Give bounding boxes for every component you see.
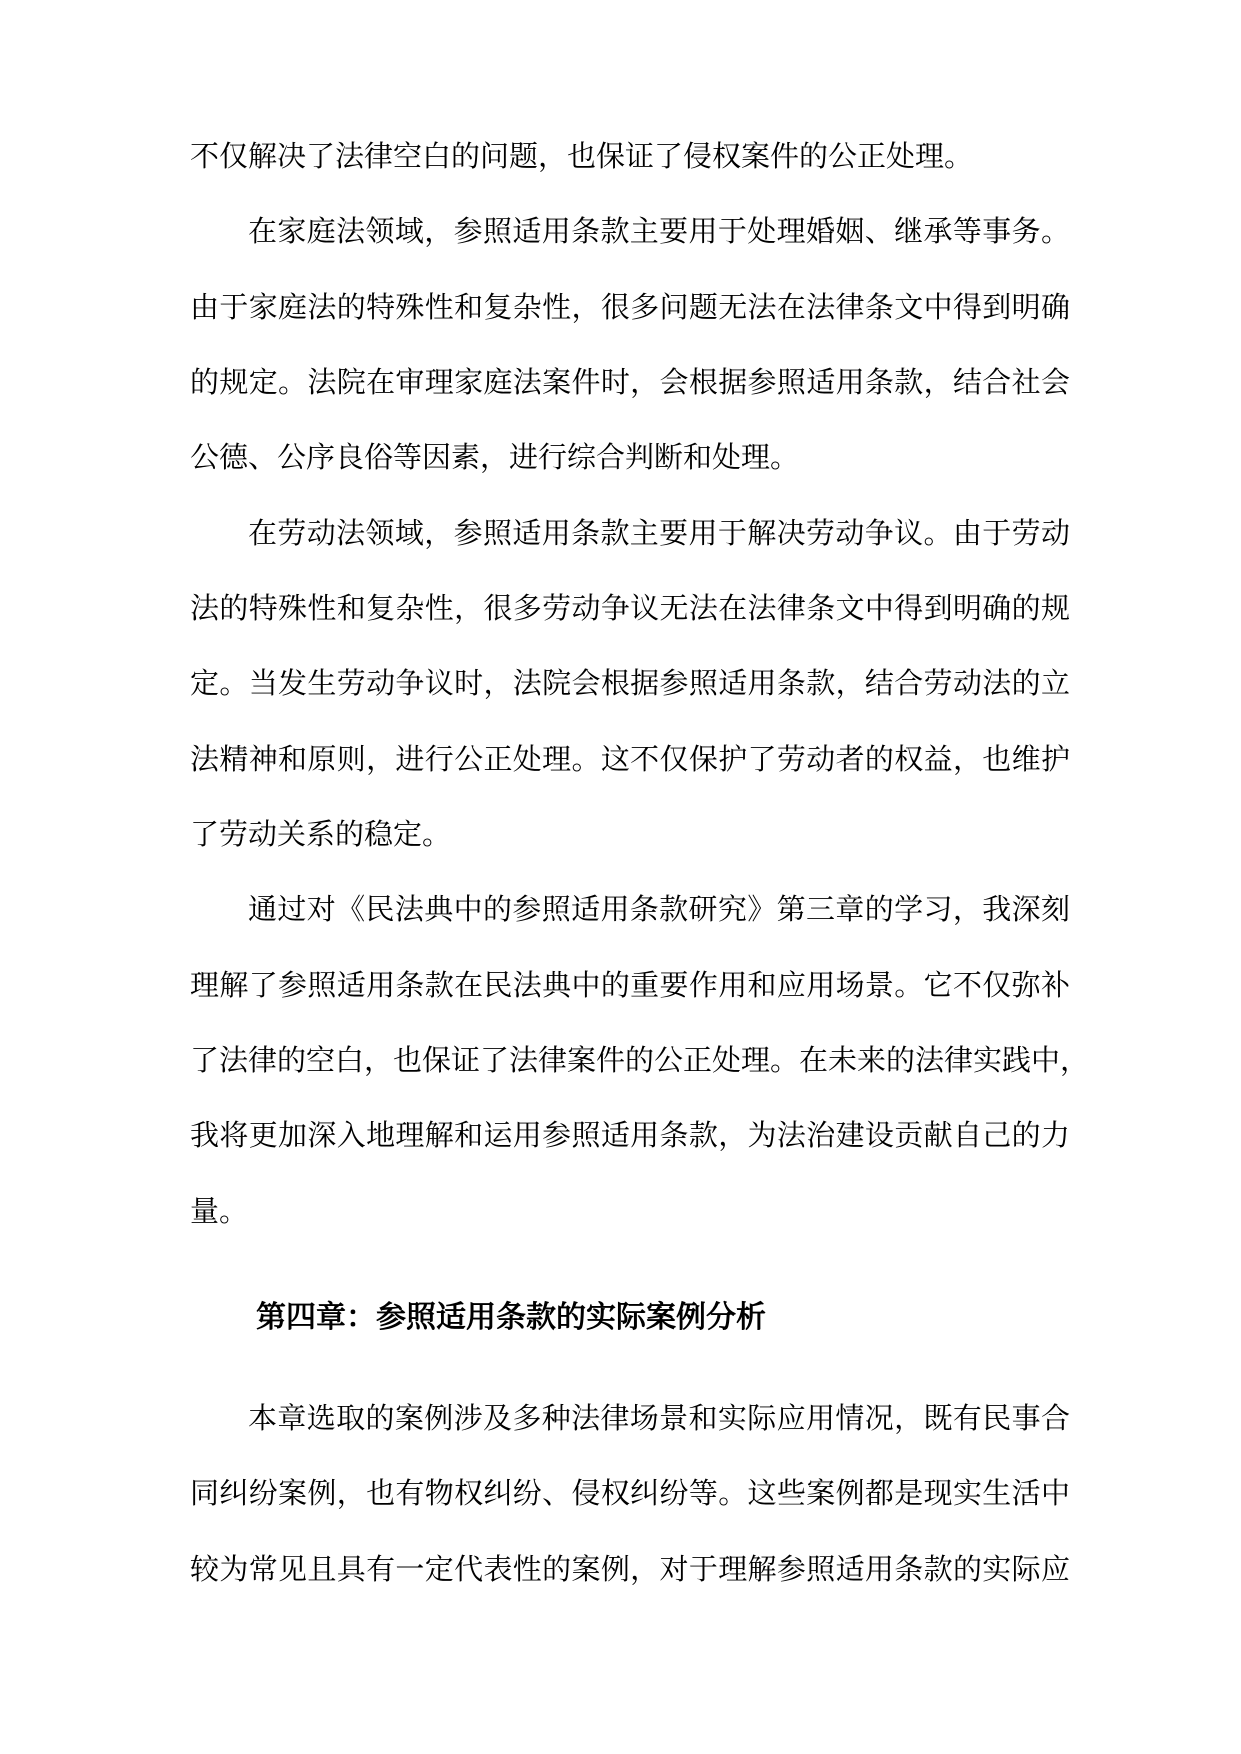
paragraph-line: 通过对《民法典中的参照适用条款研究》第三章的学习，我深刻 bbox=[248, 892, 1070, 926]
paragraph-line: 量。 bbox=[190, 1194, 249, 1228]
paragraph-line: 的规定。法院在审理家庭法案件时，会根据参照适用条款，结合社会 bbox=[190, 365, 1070, 399]
paragraph-line: 定。当发生劳动争议时，法院会根据参照适用条款，结合劳动法的立 bbox=[190, 666, 1070, 700]
paragraph-line: 理解了参照适用条款在民法典中的重要作用和应用场景。它不仅弥补 bbox=[190, 968, 1070, 1002]
paragraph-line: 在劳动法领域，参照适用条款主要用于解决劳动争议。由于劳动 bbox=[248, 516, 1070, 550]
paragraph-line: 同纠纷案例，也有物权纠纷、侵权纠纷等。这些案例都是现实生活中 bbox=[190, 1476, 1070, 1510]
paragraph-line: 在家庭法领域，参照适用条款主要用于处理婚姻、继承等事务。 bbox=[248, 214, 1070, 248]
paragraph-line: 公德、公序良俗等因素，进行综合判断和处理。 bbox=[190, 440, 800, 474]
paragraph-line: 较为常见且具有一定代表性的案例，对于理解参照适用条款的实际应 bbox=[190, 1552, 1070, 1586]
paragraph-line: 本章选取的案例涉及多种法律场景和实际应用情况，既有民事合 bbox=[248, 1401, 1070, 1435]
paragraph-line: 法的特殊性和复杂性，很多劳动争议无法在法律条文中得到明确的规 bbox=[190, 591, 1070, 625]
paragraph-line: 不仅解决了法律空白的问题，也保证了侵权案件的公正处理。 bbox=[190, 139, 974, 173]
paragraph-line: 我将更加深入地理解和运用参照适用条款，为法治建设贡献自己的力 bbox=[190, 1118, 1070, 1152]
chapter-heading: 第四章：参照适用条款的实际案例分析 bbox=[256, 1300, 766, 1335]
paragraph-line: 法精神和原则，进行公正处理。这不仅保护了劳动者的权益，也维护 bbox=[190, 742, 1070, 776]
paragraph-line: 了劳动关系的稳定。 bbox=[190, 817, 452, 851]
paragraph-line: 由于家庭法的特殊性和复杂性，很多问题无法在法律条文中得到明确 bbox=[190, 290, 1070, 324]
paragraph-line: 了法律的空白，也保证了法律案件的公正处理。在未来的法律实践中， bbox=[190, 1043, 1090, 1077]
